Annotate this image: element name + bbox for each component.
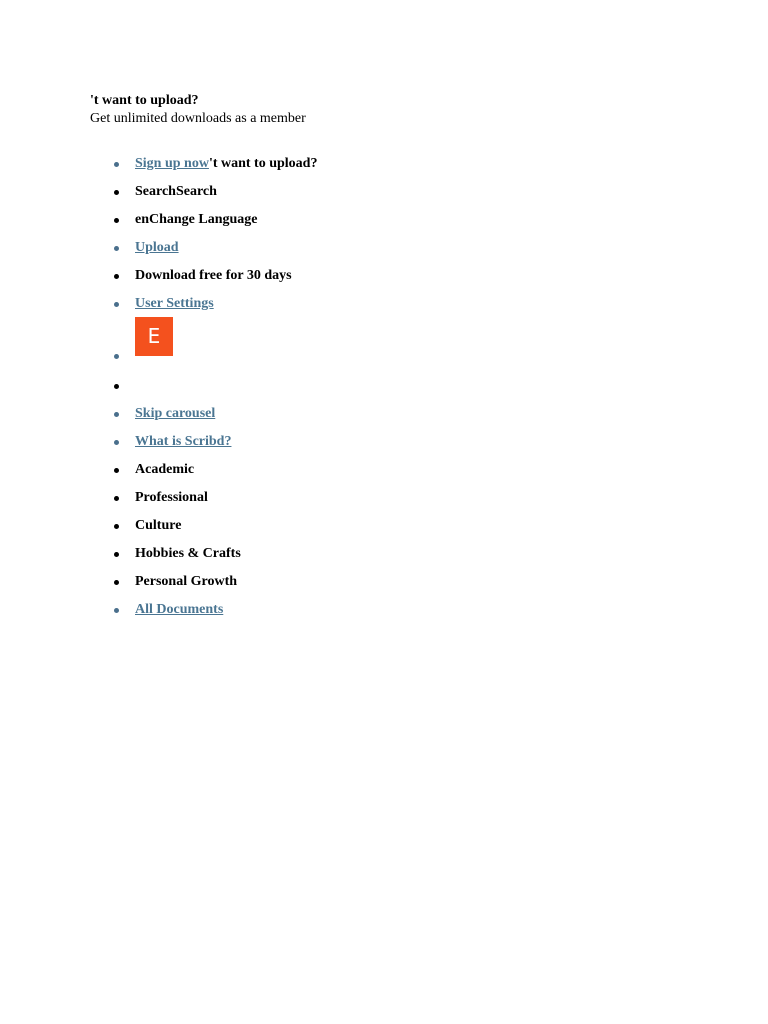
list-item-category-professional: [135, 489, 317, 517]
change-language-label[interactable]: enChange Language: [135, 212, 258, 227]
upload-prompt-header: [90, 92, 306, 128]
all-documents-link[interactable]: All Documents: [135, 602, 224, 617]
list-item-category-academic: [135, 461, 317, 489]
list-item-avatar: [135, 323, 317, 377]
list-item-category-personal-growth: [135, 573, 317, 601]
user-avatar[interactable]: E: [135, 317, 173, 356]
skip-carousel-link[interactable]: Skip carousel: [135, 406, 216, 421]
upload-link[interactable]: Upload: [135, 240, 179, 255]
search-label[interactable]: SearchSearch: [135, 184, 217, 199]
list-item-signup: [135, 155, 317, 183]
list-item-language: [135, 211, 317, 239]
category-culture[interactable]: Culture: [135, 518, 182, 533]
list-item-empty: [135, 377, 317, 405]
download-free-label[interactable]: Download free for 30 days: [135, 268, 292, 283]
sign-up-link[interactable]: Sign up now: [135, 156, 209, 171]
list-item-skip-carousel: [135, 405, 317, 433]
category-professional[interactable]: Professional: [135, 490, 208, 505]
category-hobbies-crafts[interactable]: Hobbies & Crafts: [135, 546, 241, 561]
list-item-what-is-scribd: [135, 433, 317, 461]
navigation-list: [90, 155, 317, 629]
signup-suffix-text: 't want to upload?: [208, 156, 318, 171]
category-academic[interactable]: Academic: [135, 462, 195, 477]
user-settings-link[interactable]: User Settings: [135, 296, 214, 311]
member-downloads-subtitle: Get unlimited downloads as a member: [90, 111, 306, 126]
list-item-download-free: [135, 267, 317, 295]
list-item-category-culture: [135, 517, 317, 545]
what-is-scribd-link[interactable]: What is Scribd?: [135, 434, 232, 449]
list-item-upload: [135, 239, 317, 267]
list-item-search: [135, 183, 317, 211]
upload-prompt-title: 't want to upload?: [90, 93, 199, 108]
list-item-all-documents: [135, 601, 317, 629]
category-personal-growth[interactable]: Personal Growth: [135, 574, 238, 589]
list-item-category-hobbies: [135, 545, 317, 573]
